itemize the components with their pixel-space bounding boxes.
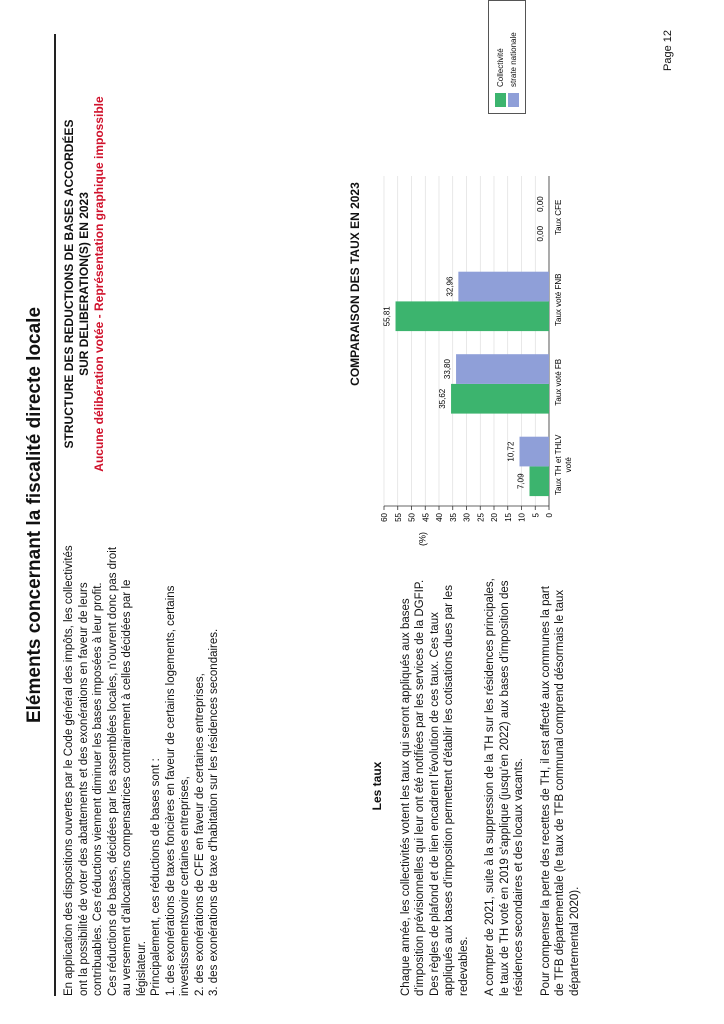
y-tick-label: 25 bbox=[476, 513, 486, 522]
data-label: 32,96 bbox=[445, 276, 455, 297]
legend-swatch bbox=[508, 93, 519, 107]
list-intro: Principalement, ces réductions de bases sont : bbox=[150, 758, 162, 996]
bar bbox=[451, 384, 549, 414]
y-tick-label: 10 bbox=[517, 513, 527, 522]
bar bbox=[458, 272, 549, 302]
taux-paragraph-1 bbox=[399, 576, 472, 996]
list-item: 3. des exonérations de taxe d'habitation sur les résidences secondaires. bbox=[208, 628, 220, 996]
y-tick-label: 60 bbox=[380, 513, 389, 522]
legend-label: strate nationale bbox=[509, 32, 518, 87]
data-label: 55,81 bbox=[382, 306, 392, 327]
taux-heading: Les taux bbox=[370, 761, 384, 811]
reductions-list bbox=[149, 536, 222, 996]
intro-paragraph: En application des dispositions ouvertes par le Code général des impôts, les collectivités ont la possibilité de voter des abattements et des exonérations en faveur de leurs contribuables. Ces réductions viennent diminuer les bases imposées à leur profit. bbox=[63, 545, 104, 996]
y-tick-label: 55 bbox=[393, 513, 403, 522]
y-tick-label: 20 bbox=[490, 513, 499, 522]
x-tick-label: Taux TH et THLV bbox=[554, 434, 563, 495]
intro-section bbox=[62, 536, 222, 996]
bar bbox=[456, 354, 549, 384]
bar-chart bbox=[372, 114, 587, 554]
y-axis-label: (%) bbox=[417, 532, 428, 546]
x-tick-label: Taux voté FB bbox=[554, 358, 563, 406]
taux-p1: Chaque année, les collectivités votent les taux qui seront appliqués aux bases d'imposition prévisionnelles qui leur ont été notifiées par les services de la DGFIP. bbox=[399, 579, 426, 996]
chart-legend bbox=[488, 0, 526, 114]
chart-title: COMPARAISON DES TAUX EN 2023 bbox=[348, 182, 362, 386]
y-tick-label: 5 bbox=[531, 513, 541, 518]
y-tick-label: 15 bbox=[503, 513, 513, 522]
page-number: Page 12 bbox=[662, 30, 674, 71]
taux-paragraph-2: A compter de 2021, suite à la suppression de la TH sur les résidences principales, le taux de TH voté en 2019 s'applique (jusqu'en 2022) aux bases d'imposition des résidences secondaires et des locaux vacants. bbox=[484, 578, 525, 996]
legend-label: Collectivité bbox=[496, 48, 505, 87]
structure-title-line1: STRUCTURE DES REDUCTIONS DE BASES ACCORDÉES bbox=[62, 119, 76, 449]
y-tick-label: 50 bbox=[407, 513, 417, 522]
data-label: 33,80 bbox=[443, 359, 453, 380]
structure-title-line2: SUR DELIBERATION(S) EN 2023 bbox=[77, 192, 91, 376]
y-tick-label: 0 bbox=[545, 513, 554, 518]
intro-paragraph-2: Ces réductions de bases, décidées par les assemblées locales, n'ouvrent donc pas droit au versement d'allocations compensatrices contrairement à celles décidées par le législateur. bbox=[106, 546, 148, 996]
structure-block bbox=[62, 64, 107, 504]
bar bbox=[396, 301, 549, 331]
list-item: 2. des exonérations de CFE en faveur de certaines entreprises, bbox=[193, 673, 206, 996]
y-tick-label: 35 bbox=[448, 513, 458, 522]
data-label: 35,62 bbox=[438, 388, 448, 409]
taux-paragraph-3: Pour compenser la perte des recettes de TH, il est affecté aux communes la part de TFB départementale (le taux de TFB communal comprend désormais le taux départemental 2020). bbox=[539, 586, 581, 996]
data-label: 7,09 bbox=[516, 473, 526, 490]
structure-notice: Aucune délibération votée - Représentation graphique impossible bbox=[92, 96, 106, 472]
x-tick-label: Taux CFE bbox=[554, 199, 563, 235]
legend-item bbox=[508, 7, 519, 107]
data-label: 10,72 bbox=[506, 441, 516, 462]
y-tick-label: 45 bbox=[421, 513, 431, 522]
y-tick-label: 30 bbox=[462, 513, 472, 522]
title-box bbox=[20, 34, 56, 996]
bar bbox=[520, 437, 549, 467]
list-item: 1. des exonérations de taxes foncières en faveur de certains logements, certains investissementsvoire certaines entreprises, bbox=[164, 585, 191, 996]
legend-item bbox=[495, 7, 506, 107]
y-tick-label: 40 bbox=[435, 513, 444, 522]
x-tick-label: Taux voté FNB bbox=[554, 273, 563, 326]
page-title: Eléments concernant la fiscalité directe locale bbox=[24, 306, 45, 724]
taux-section bbox=[370, 576, 594, 996]
bar bbox=[530, 466, 549, 496]
x-tick-label: voté bbox=[564, 457, 573, 473]
taux-p1b: Des règles de plafond et de lien encadrent l'évolution de ces taux. Ces taux appliqués aux bases d'imposition permettent d'établir les cotisations dues par les redevables. bbox=[428, 585, 470, 996]
legend-swatch bbox=[495, 93, 506, 107]
data-label: 0,00 bbox=[536, 196, 545, 212]
data-label: 0,00 bbox=[536, 225, 545, 242]
